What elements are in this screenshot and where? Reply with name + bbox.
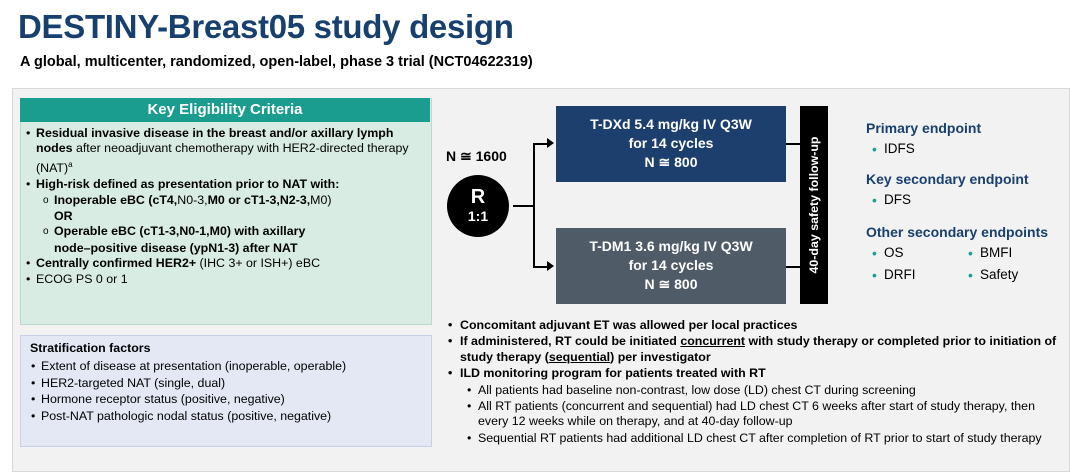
list-item: • Centrally confirmed HER2+ (IHC 3+ or ISH+) eBC — [24, 256, 426, 271]
other-endpoint-item: • DRFI — [872, 267, 916, 282]
page-title: DESTINY-Breast05 study design — [18, 8, 514, 45]
randomization-ratio: 1:1 — [467, 208, 489, 224]
connector-stem — [513, 205, 535, 207]
arm-regimen: T-DM1 3.6 mg/kg IV Q3W — [589, 238, 753, 254]
list-item: • Hormone receptor status (positive, negative) — [30, 391, 422, 408]
note-subitem: • All RT patients (concurrent and sequential) had LD chest CT 6 weeks after start of study therapy, then every 12 weeks while on therapy, and at 40-day follow-up — [446, 399, 1064, 430]
connector-top-arrow — [547, 138, 554, 148]
primary-endpoint-title: Primary endpoint — [866, 120, 982, 136]
arm-regimen: T-DXd 5.4 mg/kg IV Q3W — [590, 116, 752, 132]
note-item: • Concomitant adjuvant ET was allowed per local practices — [446, 318, 1064, 333]
randomization-node — [447, 175, 509, 237]
note-item: • If administered, RT could be initiated concurrent with study therapy or completed prior to initiation of study therapy (sequential) per investigator — [446, 334, 1064, 365]
treatment-arm-t-dm1 — [556, 228, 786, 304]
arm-cycles: for 14 cycles — [628, 257, 714, 273]
page-subtitle: A global, multicenter, randomized, open-label, phase 3 trial (NCT04622319) — [20, 54, 533, 70]
note-subitem: • Sequential RT patients had additional LD chest CT after completion of RT prior to start of study therapy — [446, 431, 1064, 446]
treatment-arm-t-dxd — [556, 106, 786, 182]
list-item: • Post-NAT pathologic nodal status (positive, negative) — [30, 408, 422, 425]
key-secondary-endpoint-title: Key secondary endpoint — [866, 171, 1029, 187]
other-secondary-endpoints-title: Other secondary endpoints — [866, 224, 1049, 240]
arm-cycles: for 14 cycles — [628, 135, 714, 151]
other-endpoint-item: • Safety — [968, 267, 1018, 282]
other-endpoint-item: • OS — [872, 245, 904, 260]
primary-endpoint-item: • IDFS — [872, 141, 915, 156]
list-item: node–positive disease (ypN1-3) after NAT — [54, 240, 298, 255]
list-item: OR — [54, 209, 73, 224]
study-notes — [446, 318, 1064, 447]
connector-top-to-followup — [786, 143, 800, 145]
enrollment-count: N ≅ 1600 — [446, 148, 507, 164]
list-item: • Residual invasive disease in the breast and/or axillary lymph nodes after neoadjuvant chemotherapy with HER2-directed therapy (NAT)$^a$ — [24, 126, 426, 176]
connector-bottom-arrow — [547, 261, 554, 271]
eligibility-header: Key Eligibility Criteria — [20, 98, 430, 122]
arm-n: N ≅ 800 — [644, 154, 698, 170]
list-item: o Operable eBC (cT1-3,N0-1,M0) with axillary — [24, 224, 426, 239]
randomization-letter: R — [470, 186, 486, 208]
followup-label: 40-day safety follow-up — [807, 136, 821, 274]
list-item: • High-risk defined as presentation prior to NAT with: — [24, 177, 426, 192]
connector-vertical — [533, 144, 535, 268]
eligibility-criteria-list — [24, 126, 426, 288]
connector-bottom-to-followup — [786, 266, 800, 268]
list-item: o Inoperable eBC (cT4,N0-3,M0 or cT1-3,N2-3,M0) — [24, 193, 426, 208]
note-item: • ILD monitoring program for patients treated with RT — [446, 366, 1064, 381]
followup-bar — [800, 106, 828, 304]
list-item: • HER2-targeted NAT (single, dual) — [30, 375, 422, 392]
list-item: • Extent of disease at presentation (inoperable, operable) — [30, 358, 422, 375]
note-subitem: • All patients had baseline non-contrast, low dose (LD) chest CT during screening — [446, 383, 1064, 398]
stratification-title: Stratification factors — [30, 341, 151, 355]
stratification-list — [30, 358, 422, 424]
list-item: • ECOG PS 0 or 1 — [24, 272, 426, 287]
other-endpoint-item: • BMFI — [968, 245, 1012, 260]
key-secondary-endpoint-item: • DFS — [872, 192, 911, 207]
arm-n: N ≅ 800 — [644, 276, 698, 292]
